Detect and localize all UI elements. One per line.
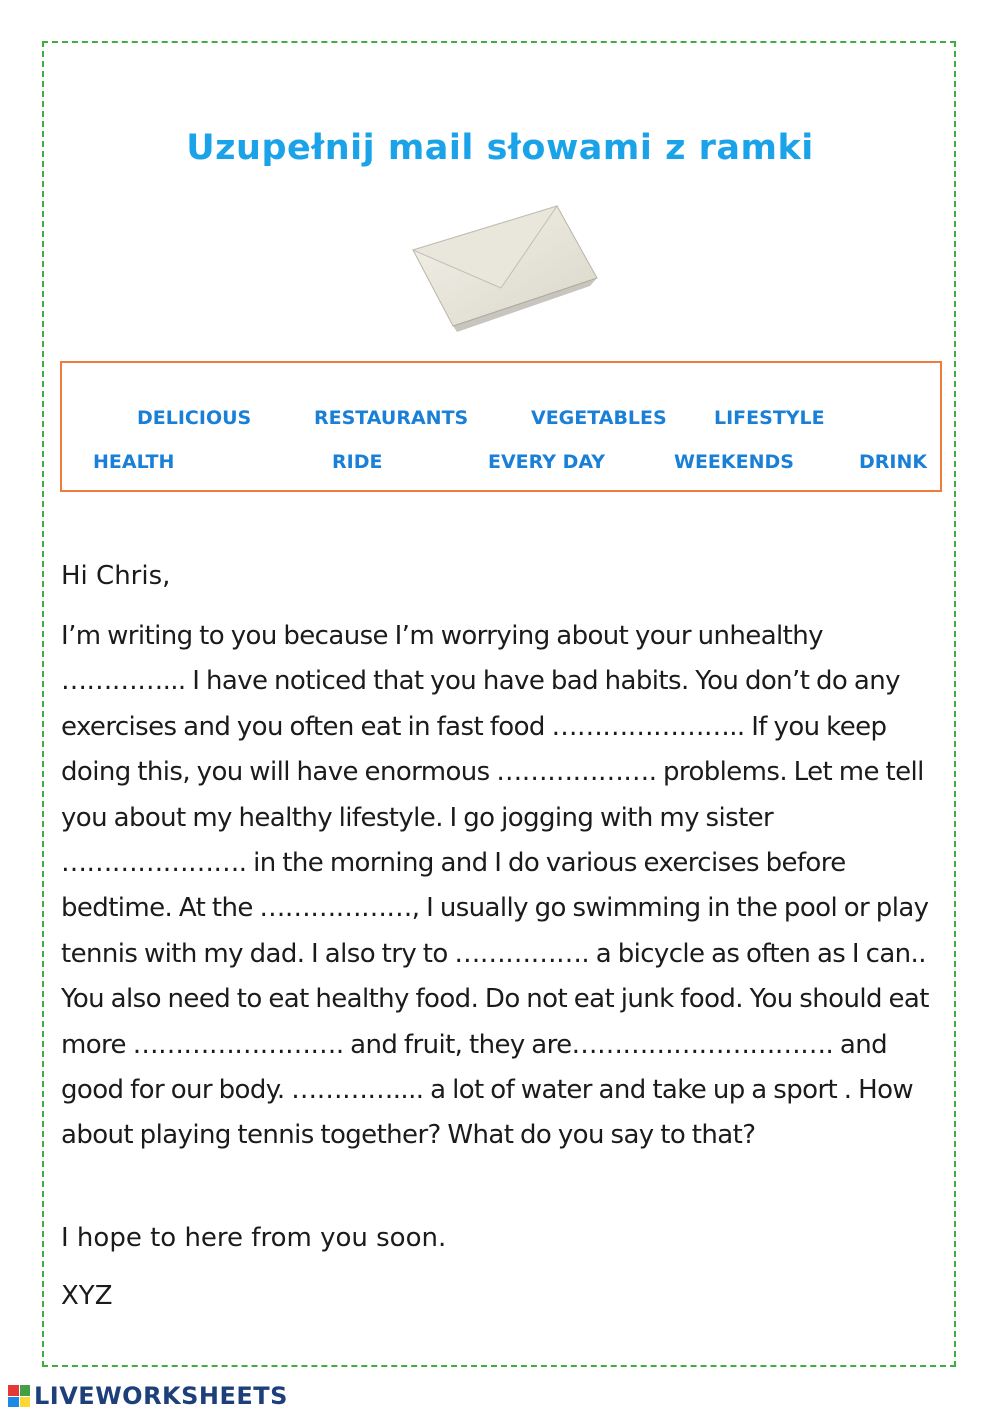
logo-square-red bbox=[8, 1385, 19, 1396]
word-lifestyle: LIFESTYLE bbox=[714, 407, 825, 429]
word-delicious: DELICIOUS bbox=[137, 407, 252, 429]
word-every-day: EVERY DAY bbox=[488, 451, 606, 473]
word-weekends: WEEKENDS bbox=[674, 451, 794, 473]
logo-square-blue bbox=[8, 1397, 19, 1408]
email-body: I’m writing to you because I’m worrying about your unhealthy …………... I have noticed that you have bad habits. You don’t do any exercises and you often eat in fast food ………………….. If you keep doing this, you will have enormous ………………. problems. Let me tell you about my healthy lifestyle. I go jogging with my sister …………………. in the morning and I do various exercises before bedtime. At the ………………, I usually go swimming in the pool or play tennis with my dad. I also try to ……………. a bicycle as often as I can.. You also need to eat healthy food. Do not eat junk food. You should eat more ……………………. and fruit, they are…………………………. and good for our body. ………….... a lot of water and take up a sport . How about playing tennis together? What do you say to that? bbox=[61, 621, 929, 1151]
email-closing: I hope to here from you soon. bbox=[61, 1223, 447, 1253]
email-greeting: Hi Chris, bbox=[61, 561, 171, 591]
word-ride: RIDE bbox=[332, 451, 383, 473]
word-vegetables: VEGETABLES bbox=[531, 407, 667, 429]
word-bank-box bbox=[60, 361, 942, 492]
liveworksheets-logo bbox=[8, 1381, 288, 1411]
logo-icon bbox=[8, 1385, 30, 1407]
word-health: HEALTH bbox=[93, 451, 175, 473]
page-title: Uzupełnij mail słowami z ramki bbox=[186, 128, 814, 168]
logo-square-yellow bbox=[20, 1397, 31, 1408]
word-restaurants: RESTAURANTS bbox=[314, 407, 469, 429]
word-drink: DRINK bbox=[859, 451, 928, 473]
envelope-image bbox=[405, 198, 605, 338]
email-signature: XYZ bbox=[61, 1281, 113, 1311]
logo-text: LIVEWORKSHEETS bbox=[34, 1382, 288, 1410]
logo-square-green bbox=[20, 1385, 31, 1396]
